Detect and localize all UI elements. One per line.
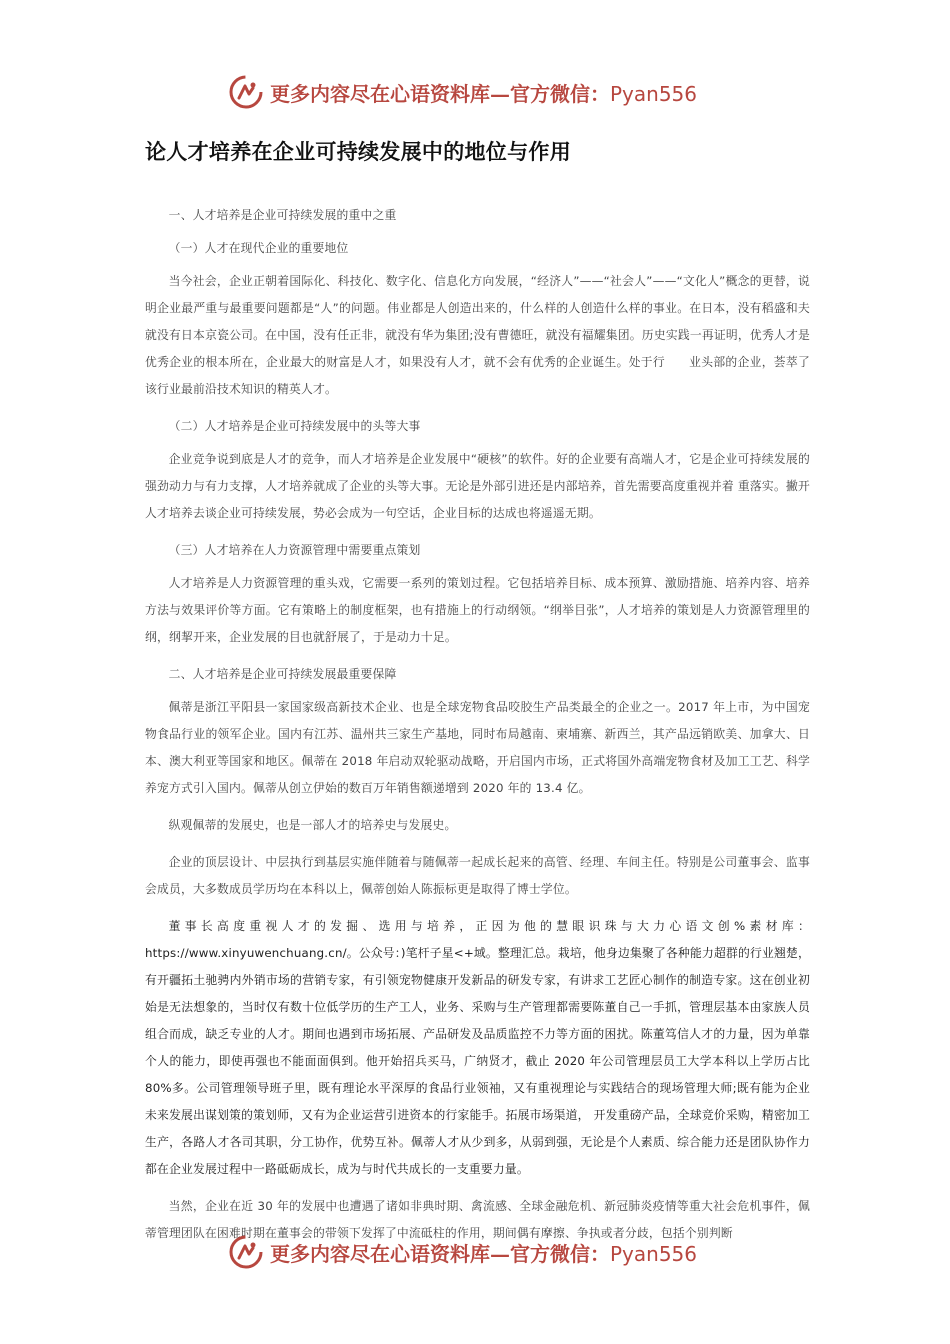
section-heading-2: 二、人才培养是企业可持续发展最重要保障: [168, 667, 397, 681]
banner-text: [270, 78, 697, 107]
logo-icon: [228, 1234, 264, 1270]
document-body: [145, 202, 810, 1257]
paragraph: 企业的顶层设计、中层执行到基层实施伴随着与随佩蒂一起成长起来的高管、经理、车间主任。特别是公司董事会、监事会成员，大多数成员学历均在本科以上，佩蒂创始人陈振标更是取得了博士学位。: [145, 855, 810, 896]
header-banner: [228, 72, 748, 112]
paragraph: 董事长高度重视人才的发掘、选用与培养，正因为他的慧眼识珠与大力心语文创%素材库：https://www.xinyuwenchuang.cn/。公众号：)笔杆子星<+域。整理汇总。栽培，他身边集聚了各种能力超群的行业翘楚，有开疆拓土驰骋内外销市场的营销专家，有引领宠物健康开发新品的研发专家，有讲求工艺匠心制作的制造专家。这在创业初始是无法想象的，当时仅有数十位低学历的生产工人，业务、采购与生产管理都需要陈董自己一手抓，管理层基本由家族人员组合而成，缺乏专业的人才。期间也遇到市场拓展、产品研发及品质监控不力等方面的困扰。陈董笃信人才的力量，因为单靠个人的能力，即使再强也不能面面俱到。他开始招兵买马，广纳贤才，截止 2020 年公司管理层员工大学本科以上学历占比 80%多。公司管理领导班子里，既有理论水平深厚的食品行业领袖，又有重视理论与实践结合的现场管理大师;既有能为企业未来发展出谋划策的策划师，又有为企业运营引进资本的行家能手。拓展市场渠道， 开发重磅产品，全球竞价采购，精密加工生产，各路人才各司其职，分工协作，优势互补。佩蒂人才从少到多，从弱到强，无论是个人素质、综合能力还是团队协作力都在企业发展过程中一路砥砺成长，成为与时代共成长的一支重要力量。: [145, 919, 810, 1176]
subsection-heading-2: （二）人才培养是企业可持续发展中的头等大事: [168, 419, 421, 433]
subsection-heading-3: （三）人才培养在人力资源管理中需要重点策划: [168, 543, 421, 557]
banner-text: [270, 1238, 697, 1267]
paragraph: 人才培养是人力资源管理的重头戏，它需要一系列的策划过程。它包括培养目标、成本预算、激励措施、培养内容、培养方法与效果评价等方面。它有策略上的制度框架，也有措施上的行动纲领。“纲举目张”，人才培养的策划是人力资源管理里的纲，纲挈开来，企业发展的目也就舒展了，于是动力十足。: [145, 576, 810, 644]
banner-slogan: 更多内容尽在心语资料库—官方微信：: [270, 81, 610, 106]
paragraph: 佩蒂是浙江平阳县一家国家级高新技术企业、也是全球宠物食品咬胶生产品类最全的企业之一。2017 年上市，为中国宠物食品行业的领军企业。国内有江苏、温州共三家生产基地，同时布局越南、柬埔寨、新西兰，其产品远销欧美、加拿大、日本、澳大利亚等国家和地区。佩蒂在 2018 年启动双轮驱动战略，开启国内市场，正式将国外高端宠物食材及加工工艺、科学养宠方式引入国内。佩蒂从创立伊始的数百万年销售额递增到 2020 年的 13.4 亿。: [145, 700, 810, 795]
banner-slogan: 更多内容尽在心语资料库—官方微信：: [270, 1241, 610, 1266]
paragraph: 纵观佩蒂的发展史，也是一部人才的培养史与发展史。: [168, 818, 457, 832]
banner-wechat-id: Pyan556: [610, 1241, 698, 1266]
paragraph: 当然，企业在近 30 年的发展中也遭遇了诸如非典时期、禽流感、全球金融危机、新冠肺炎疫情等重大社会危机事件，佩蒂管理团队在困难时期在董事会的带领下发挥了中流砥柱的作用，期间偶有摩擦、争执或者分歧，包括个别判断: [145, 1199, 810, 1240]
paragraph: 当今社会，企业正朝着国际化、科技化、数字化、信息化方向发展，“经济人”——“社会人”——“文化人”概念的更替，说明企业最严重与最重要问题都是“人”的问题。伟业都是人创造出来的，什么样的人创造什么样的事业。在日本，没有稻盛和夫就没有日本京瓷公司。在中国，没有任正非，就没有华为集团;没有曹德旺，就没有福耀集团。历史实践一再证明，优秀人才是优秀企业的根本所在，企业最大的财富是人才，如果没有人才，就不会有优秀的企业诞生。处于行 业头部的企业，荟萃了该行业最前沿技术知识的精英人才。: [145, 274, 810, 396]
section-heading-1: 一、人才培养是企业可持续发展的重中之重: [168, 208, 397, 222]
document-title: 论人才培养在企业可持续发展中的地位与作用: [145, 140, 571, 164]
banner-wechat-id: Pyan556: [610, 81, 698, 106]
logo-icon: [228, 74, 264, 110]
footer-banner: [228, 1232, 748, 1272]
subsection-heading-1: （一）人才在现代企业的重要地位: [168, 241, 349, 255]
paragraph: 企业竞争说到底是人才的竞争，而人才培养是企业发展中“硬核”的软件。好的企业要有高端人才，它是企业可持续发展的强劲动力与有力支撑，人才培养就成了企业的头等大事。无论是外部引进还是内部培养，首先需要高度重视并着 重落实。撇开人才培养去谈企业可持续发展，势必会成为一句空话，企业目标的达成也将遥遥无期。: [145, 452, 810, 520]
